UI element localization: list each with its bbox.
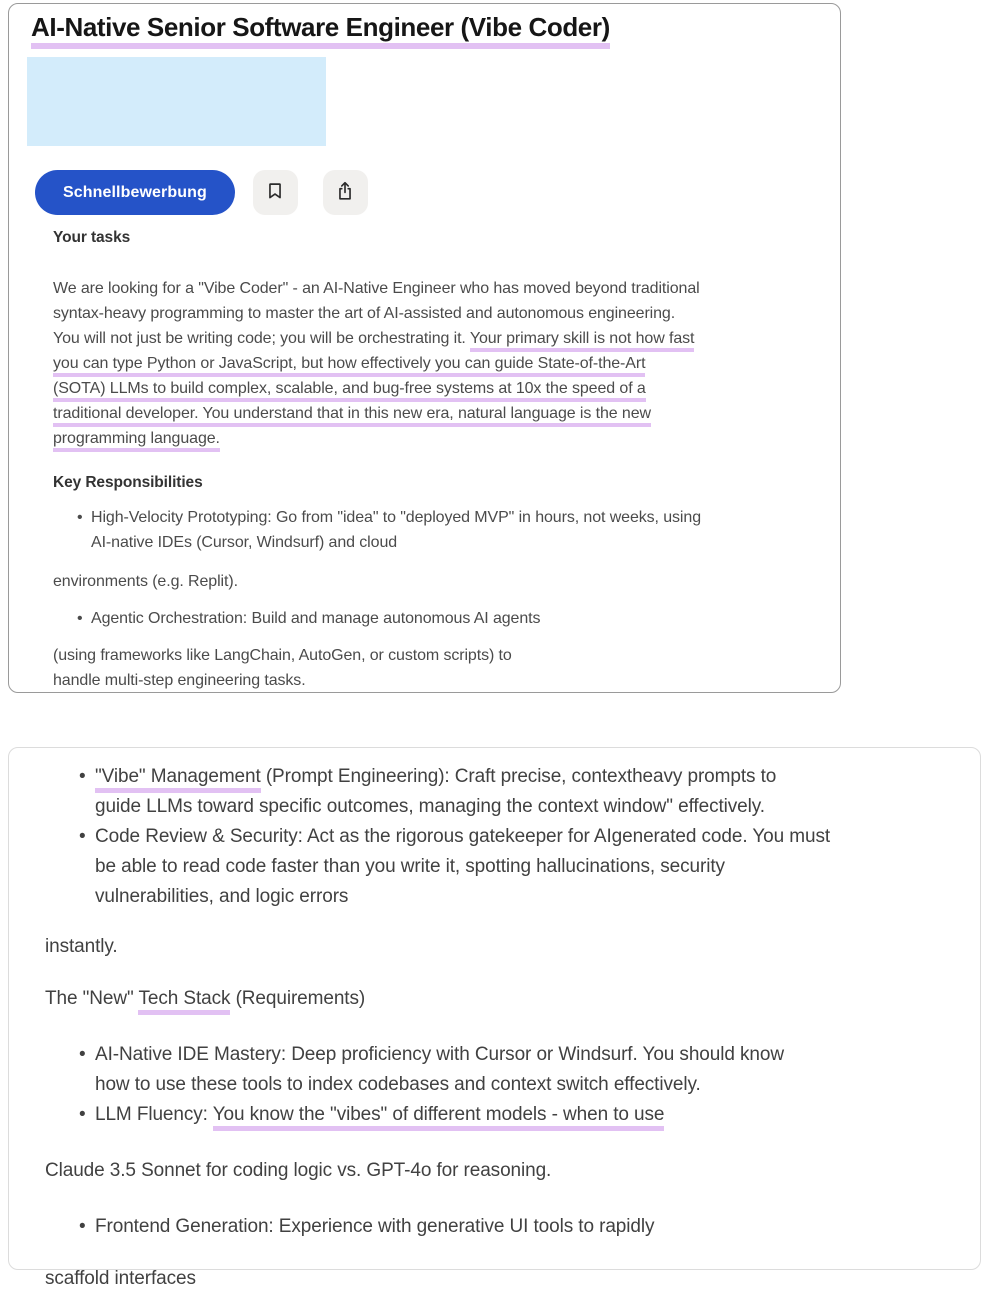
text-segment: AI-Native IDE Mastery: Deep proficiency with Cursor or Windsurf. You should know — [95, 1044, 784, 1065]
bullet-text — [95, 822, 830, 912]
bullet-list — [53, 505, 820, 555]
paragraph — [45, 1156, 960, 1186]
job-title-text: AI-Native Senior Software Engineer (Vibe Coder) — [31, 12, 610, 49]
highlighted-text: you can type Python or JavaScript, but how effectively you can guide State-of-the-Art — [53, 355, 645, 377]
text-line — [53, 301, 820, 326]
job-description-bottom — [9, 748, 980, 1294]
text-line — [53, 473, 820, 493]
job-description-top — [9, 228, 840, 693]
highlighted-text: You know the "vibes" of different models - when to use — [213, 1104, 665, 1131]
text-segment: AI-native IDEs (Cursor, Windsurf) and cloud — [91, 534, 398, 551]
text-segment: Frontend Generation: Experience with generative UI tools to rapidly — [95, 1216, 655, 1237]
text-line — [95, 1100, 664, 1130]
quick-apply-button[interactable]: Schnellbewerbung — [35, 170, 235, 215]
bullet-item — [79, 822, 960, 912]
text-line — [53, 401, 820, 426]
text-line — [53, 351, 820, 376]
text-line — [53, 426, 820, 451]
bullet-text — [91, 505, 701, 555]
highlighted-text: (SOTA) LLMs to build complex, scalable, and bug-free systems at 10x the speed of a — [53, 380, 646, 402]
bullet-dot-icon: • — [77, 509, 83, 526]
text-line — [91, 530, 701, 555]
bullet-dot-icon: • — [79, 1104, 86, 1125]
bullet-item — [79, 1212, 960, 1242]
text-line — [53, 276, 820, 301]
text-segment: how to use these tools to index codebases and context switch effectively. — [95, 1074, 701, 1095]
bullet-list-items — [77, 505, 820, 555]
text-line — [95, 1070, 784, 1100]
bullet-list — [45, 1212, 960, 1242]
text-segment: LLM Fluency: — [95, 1104, 213, 1125]
text-segment: Code Review & Security: Act as the rigorous gatekeeper for AIgenerated code. You must — [95, 826, 831, 847]
section-heading — [53, 473, 820, 493]
bullet-list — [53, 606, 820, 631]
text-segment: You will not just be writing code; you will be orchestrating it. — [53, 330, 470, 347]
bullet-item — [79, 1100, 960, 1130]
bullet-text — [95, 762, 776, 822]
bullet-item — [79, 762, 960, 822]
bullet-item — [77, 505, 820, 555]
text-line — [95, 822, 830, 852]
text-line — [53, 569, 820, 594]
text-line — [95, 1212, 654, 1242]
bullet-text — [95, 1100, 664, 1130]
highlighted-text: traditional developer. You understand that in this new era, natural language is the new — [53, 405, 651, 427]
text-line — [53, 228, 820, 248]
highlighted-text: Tech Stack — [138, 988, 230, 1015]
text-line — [45, 1264, 960, 1294]
text-segment: guide LLMs toward specific outcomes, managing the context window" effectively. — [95, 796, 765, 817]
section-heading — [53, 228, 820, 248]
text-segment: Key Responsibilities — [53, 474, 203, 491]
job-posting-card — [8, 3, 841, 693]
bullet-list-items — [79, 1212, 960, 1242]
text-segment: be able to read code faster than you write it, spotting hallucinations, security — [95, 856, 725, 877]
paragraph — [53, 276, 820, 451]
bullet-text — [95, 1212, 654, 1242]
share-icon — [334, 180, 356, 205]
text-segment: (Requirements) — [230, 988, 366, 1009]
text-line — [95, 882, 830, 912]
bullet-list — [45, 1040, 960, 1130]
bullet-item — [79, 1040, 960, 1100]
bullet-list — [45, 762, 960, 912]
text-line — [91, 606, 540, 631]
text-segment: (using frameworks like LangChain, AutoGen, or custom scripts) to — [53, 647, 512, 664]
bullet-list-items — [77, 606, 820, 631]
text-segment: We are looking for a "Vibe Coder" - an AI-Native Engineer who has moved beyond traditional — [53, 280, 700, 297]
paragraph — [53, 643, 820, 693]
paragraph — [53, 569, 820, 594]
bullet-list-items — [79, 1040, 960, 1130]
bullet-item — [77, 606, 820, 631]
highlighted-text: Your primary skill is not how fast — [470, 330, 695, 352]
text-line — [45, 984, 960, 1014]
highlighted-text: programming language. — [53, 430, 220, 452]
action-bar — [35, 170, 840, 215]
text-line — [95, 852, 830, 882]
bullet-dot-icon: • — [79, 1216, 86, 1237]
bookmark-icon — [264, 180, 286, 205]
bullet-text — [91, 606, 540, 631]
text-segment: handle multi-step engineering tasks. — [53, 672, 306, 689]
text-segment: environments (e.g. Replit). — [53, 573, 238, 590]
bookmark-button[interactable] — [253, 170, 298, 215]
text-segment: (Prompt Engineering): Craft precise, contextheavy prompts to — [260, 766, 777, 787]
text-line — [53, 643, 820, 668]
text-line — [53, 668, 820, 693]
text-segment: scaffold interfaces — [45, 1268, 196, 1289]
text-line — [95, 1040, 784, 1070]
bullet-text — [95, 1040, 784, 1100]
job-description-continued-card — [8, 747, 981, 1289]
text-segment: Your tasks — [53, 229, 131, 246]
bullet-dot-icon: • — [79, 1044, 86, 1065]
highlighted-text: "Vibe" Management — [95, 766, 261, 793]
text-line — [95, 762, 776, 792]
bullet-dot-icon: • — [79, 826, 86, 847]
text-segment: Claude 3.5 Sonnet for coding logic vs. GPT-4o for reasoning. — [45, 1160, 552, 1181]
text-segment: The "New" — [45, 988, 139, 1009]
share-button[interactable] — [323, 170, 368, 215]
text-line — [95, 792, 776, 822]
text-line — [53, 326, 820, 351]
text-line — [45, 1156, 960, 1186]
page-title — [31, 12, 840, 43]
bullet-list-items — [79, 762, 960, 912]
paragraph — [45, 932, 960, 962]
text-line — [45, 932, 960, 962]
text-segment: Agentic Orchestration: Build and manage autonomous AI agents — [91, 610, 541, 627]
paragraph — [45, 984, 960, 1014]
bullet-dot-icon: • — [79, 766, 86, 787]
text-segment: syntax-heavy programming to master the art of AI-assisted and autonomous engineering. — [53, 305, 676, 322]
text-segment: instantly. — [45, 936, 118, 957]
text-line — [53, 376, 820, 401]
text-segment: High-Velocity Prototyping: Go from "idea" to "deployed MVP" in hours, not weeks, using — [91, 509, 701, 526]
job-image-placeholder — [27, 57, 326, 146]
text-line — [91, 505, 701, 530]
paragraph — [45, 1264, 960, 1294]
bullet-dot-icon: • — [77, 610, 83, 627]
text-segment: vulnerabilities, and logic errors — [95, 886, 349, 907]
